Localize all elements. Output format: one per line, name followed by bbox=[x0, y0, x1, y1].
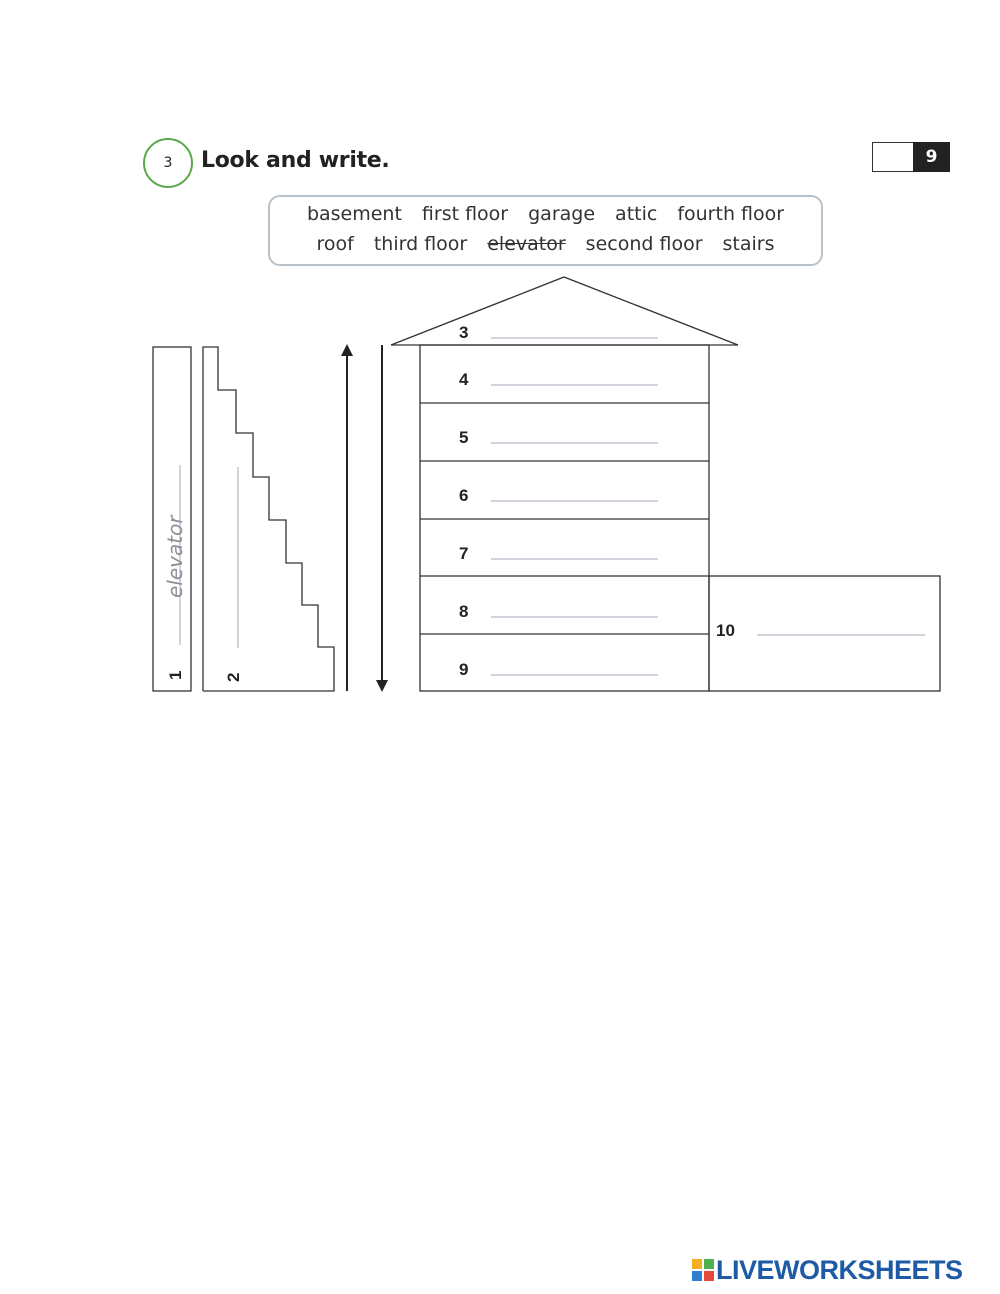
garage-annex bbox=[709, 576, 940, 691]
word-bank-word: attic bbox=[615, 203, 658, 225]
instruction-heading: Look and write. bbox=[201, 148, 390, 173]
score-value: 9 bbox=[913, 142, 950, 172]
word-bank-word-crossed-out: elevator bbox=[487, 233, 566, 255]
down-arrow-icon bbox=[376, 680, 388, 692]
item-number-9: 9 bbox=[459, 660, 469, 679]
item-number-6: 6 bbox=[459, 486, 469, 505]
item-number-10: 10 bbox=[716, 621, 735, 640]
up-arrow-icon bbox=[341, 344, 353, 356]
item-number-2: 2 bbox=[224, 672, 243, 682]
word-bank-word: basement bbox=[306, 203, 402, 225]
liveworksheets-logo-icon bbox=[692, 1259, 714, 1281]
roof-shape bbox=[391, 277, 738, 345]
item-number-7: 7 bbox=[459, 544, 469, 563]
word-bank-word: stairs bbox=[722, 233, 775, 255]
item-number-1: 1 bbox=[166, 670, 185, 680]
liveworksheets-logo bbox=[692, 1255, 963, 1285]
liveworksheets-brand-text: LIVEWORKSHEETS bbox=[716, 1254, 963, 1285]
item-number-8: 8 bbox=[459, 602, 469, 621]
item-number-4: 4 bbox=[459, 370, 469, 389]
word-bank-word: first floor bbox=[421, 203, 509, 225]
word-bank-word: second floor bbox=[585, 233, 703, 255]
word-bank-word: roof bbox=[316, 233, 354, 255]
word-bank-word: third floor bbox=[373, 233, 468, 255]
answer-text-1[interactable]: elevator bbox=[163, 515, 187, 598]
building-body bbox=[420, 345, 709, 691]
word-bank-word: fourth floor bbox=[677, 203, 785, 225]
stairs-shape bbox=[203, 347, 334, 691]
item-number-5: 5 bbox=[459, 428, 469, 447]
word-bank-word: garage bbox=[528, 203, 596, 225]
exercise-number: 3 bbox=[163, 155, 173, 171]
item-number-3: 3 bbox=[459, 323, 469, 342]
